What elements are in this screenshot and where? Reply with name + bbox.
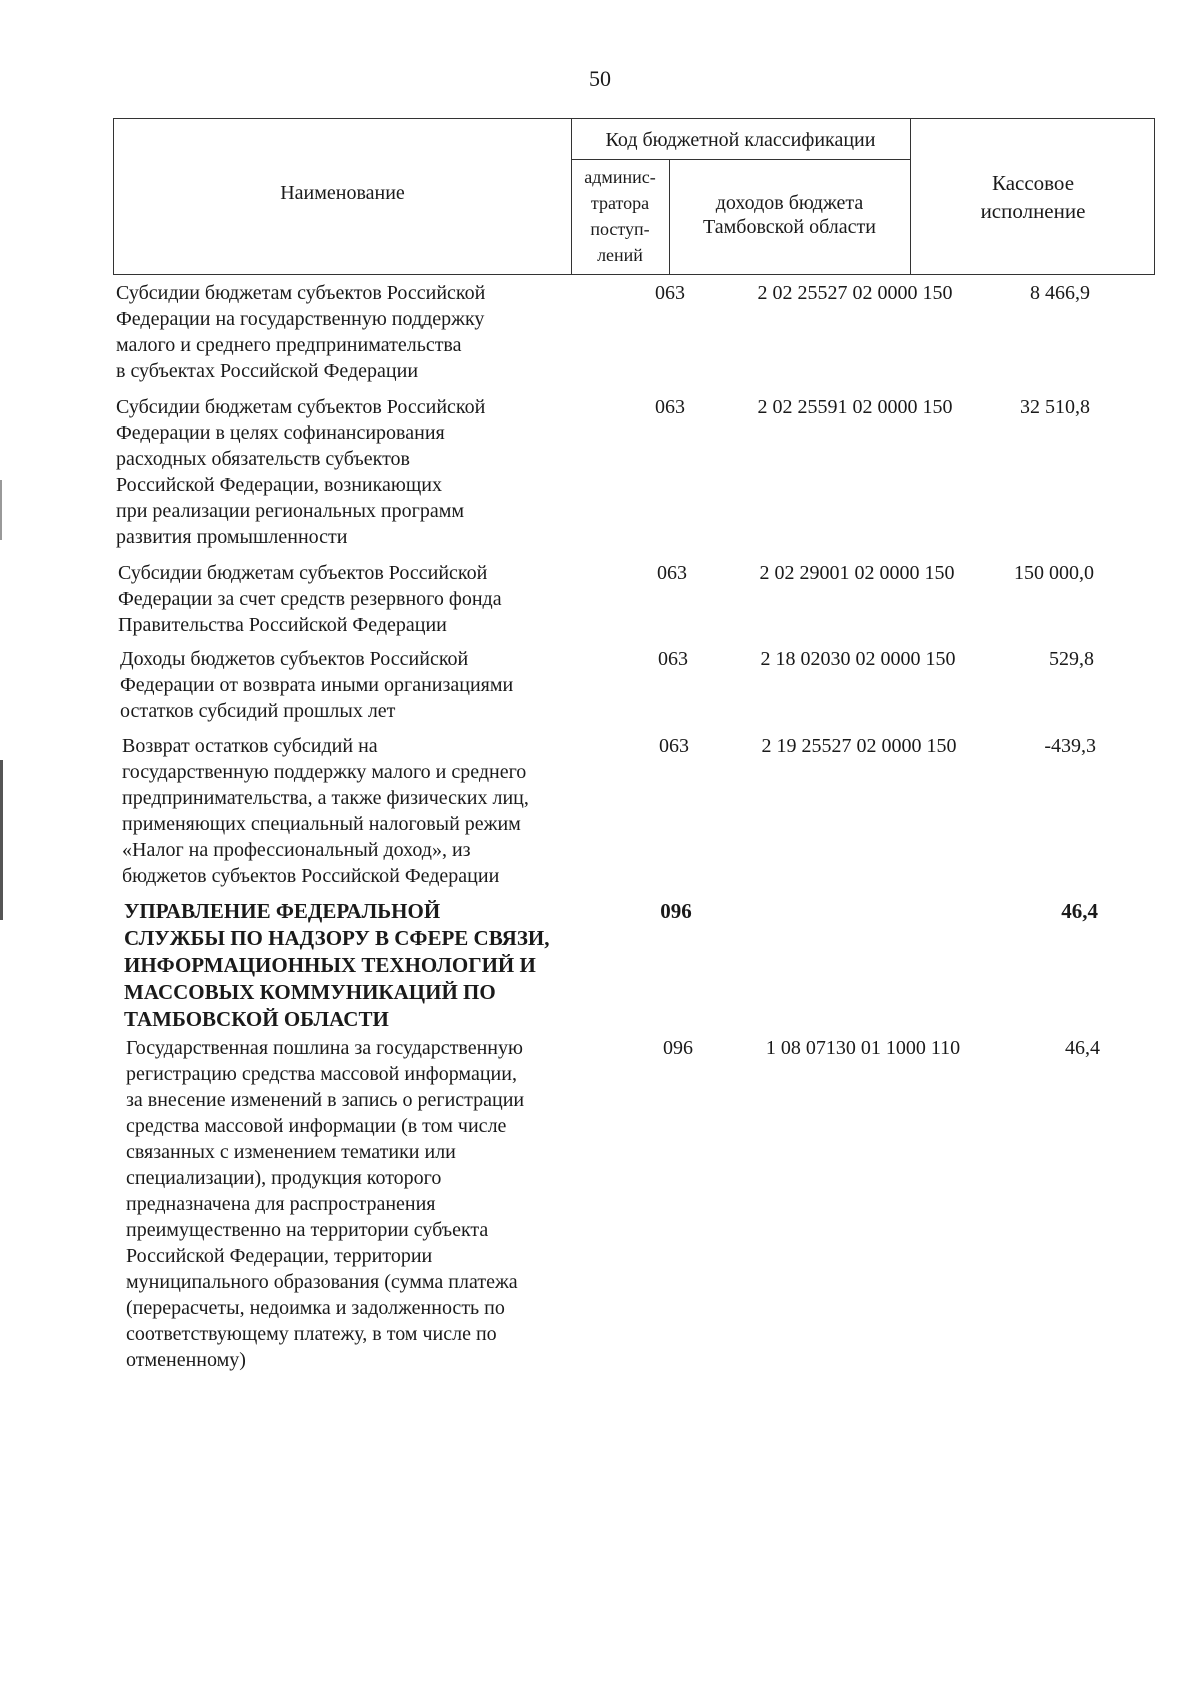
row-admin-code: 063 xyxy=(658,648,688,670)
row-name-line: бюджетов субъектов Российской Федерации xyxy=(122,865,500,887)
row-name-line: Российской Федерации, возникающих xyxy=(116,474,442,496)
header-divider xyxy=(571,159,910,160)
row-name-line: Доходы бюджетов субъектов Российской xyxy=(120,648,469,670)
row-admin-code: 096 xyxy=(663,1037,693,1059)
row-name-line: соответствующему платежу, в том числе по xyxy=(126,1323,497,1345)
row-name-line: малого и среднего предпринимательства xyxy=(116,334,462,356)
row-name-line: остатков субсидий прошлых лет xyxy=(120,700,396,722)
scan-edge-mark xyxy=(0,480,2,540)
row-name-line: расходных обязательств субъектов xyxy=(116,448,411,470)
row-name-line: Правительства Российской Федерации xyxy=(118,614,447,636)
row-name-line: средства массовой информации (в том числе xyxy=(126,1115,507,1137)
row-admin-code: 063 xyxy=(655,396,685,418)
row-name-line: Возврат остатков субсидий на xyxy=(122,735,378,757)
row-name-line: государственную поддержку малого и среднего xyxy=(122,761,527,783)
row-name-line: применяющих специальный налоговый режим xyxy=(122,813,521,835)
header-admin-line: поступ- xyxy=(590,219,650,239)
row-name-line: регистрацию средства массовой информации, xyxy=(126,1063,517,1085)
row-name-line: преимущественно на территории субъекта xyxy=(126,1219,489,1241)
row-name-line: Государственная пошлина за государственную xyxy=(126,1037,523,1059)
row-name-line: предпринимательства, а также физических лиц, xyxy=(122,787,529,809)
row-amount: -439,3 xyxy=(1044,735,1096,757)
row-name-line: Субсидии бюджетам субъектов Российской xyxy=(118,562,488,584)
row-name-line: при реализации региональных программ xyxy=(116,500,465,522)
row-name xyxy=(118,560,502,638)
row-name-line: в субъектах Российской Федерации xyxy=(116,360,419,382)
header-admin xyxy=(571,164,669,268)
row-admin-code: 063 xyxy=(657,562,687,584)
row-name-line: предназначена для распространения xyxy=(126,1193,436,1215)
row-amount: 46,4 xyxy=(1061,899,1098,923)
row-name-line: развития промышленности xyxy=(116,526,348,548)
row-name xyxy=(116,394,485,550)
row-name-line: Федерации на государственную поддержку xyxy=(116,308,485,330)
row-name-line: УПРАВЛЕНИЕ ФЕДЕРАЛЬНОЙ xyxy=(124,899,441,923)
row-name-line: Субсидии бюджетам субъектов Российской xyxy=(116,282,486,304)
header-income-line: доходов бюджета xyxy=(715,192,864,214)
row-name xyxy=(122,733,529,889)
row-budget-code: 2 02 29001 02 0000 150 xyxy=(759,562,955,584)
header-income xyxy=(669,191,910,239)
row-budget-code: 2 02 25527 02 0000 150 xyxy=(757,282,953,304)
row-name-line: СЛУЖБЫ ПО НАДЗОРУ В СФЕРЕ СВЯЗИ, xyxy=(124,926,550,950)
row-amount: 46,4 xyxy=(1065,1037,1100,1059)
row-name-line: за внесение изменений в запись о регистрации xyxy=(126,1089,525,1111)
scan-edge-mark xyxy=(0,760,3,920)
header-admin-line: лений xyxy=(597,245,643,265)
row-name xyxy=(126,1035,524,1373)
row-name-line: Федерации от возврата иными организациями xyxy=(120,674,514,696)
row-amount: 8 466,9 xyxy=(1030,282,1090,304)
row-admin-code: 096 xyxy=(660,899,692,923)
header-income-line: Тамбовской области xyxy=(703,216,876,238)
row-name-line: связанных с изменением тематики или xyxy=(126,1141,456,1163)
row-name-line: (перерасчеты, недоимка и задолженность по xyxy=(126,1297,505,1319)
header-amount-line: Кассовое xyxy=(991,171,1075,195)
row-name-line: Субсидии бюджетам субъектов Российской xyxy=(116,396,486,418)
row-budget-code: 1 08 07130 01 1000 110 xyxy=(765,1037,961,1059)
row-amount: 150 000,0 xyxy=(1014,562,1094,584)
row-name-line: отмененному) xyxy=(126,1349,246,1371)
header-admin-line: админис- xyxy=(584,167,656,187)
row-name-line: Российской Федерации, территории xyxy=(126,1245,433,1267)
header-amount-line: исполнение xyxy=(980,199,1086,223)
header-code-group: Код бюджетной классификации xyxy=(605,129,876,151)
row-name-line: муниципального образования (сумма платежа xyxy=(126,1271,518,1293)
row-budget-code: 2 18 02030 02 0000 150 xyxy=(760,648,956,670)
row-budget-code: 2 19 25527 02 0000 150 xyxy=(761,735,957,757)
row-name xyxy=(124,898,550,1033)
row-name-line: Федерации за счет средств резервного фонда xyxy=(118,588,502,610)
row-name xyxy=(116,280,485,384)
row-amount: 529,8 xyxy=(1049,648,1094,670)
row-name xyxy=(120,646,513,724)
row-name-line: специализации), продукция которого xyxy=(126,1167,442,1189)
row-admin-code: 063 xyxy=(655,282,685,304)
row-name-line: МАССОВЫХ КОММУНИКАЦИЙ ПО xyxy=(124,980,496,1004)
header-name: Наименование xyxy=(280,182,405,204)
row-name-line: «Налог на профессиональный доход», из xyxy=(122,839,471,861)
header-admin-line: тратора xyxy=(590,193,650,213)
row-amount: 32 510,8 xyxy=(1020,396,1090,418)
page-number: 50 xyxy=(589,66,611,91)
row-name-line: ИНФОРМАЦИОННЫХ ТЕХНОЛОГИЙ И xyxy=(124,953,536,977)
header-amount xyxy=(910,169,1156,225)
row-budget-code: 2 02 25591 02 0000 150 xyxy=(757,396,953,418)
table-header xyxy=(113,118,1155,275)
row-name-line: ТАМБОВСКОЙ ОБЛАСТИ xyxy=(124,1007,389,1031)
row-admin-code: 063 xyxy=(659,735,689,757)
row-name-line: Федерации в целях софинансирования xyxy=(116,422,445,444)
